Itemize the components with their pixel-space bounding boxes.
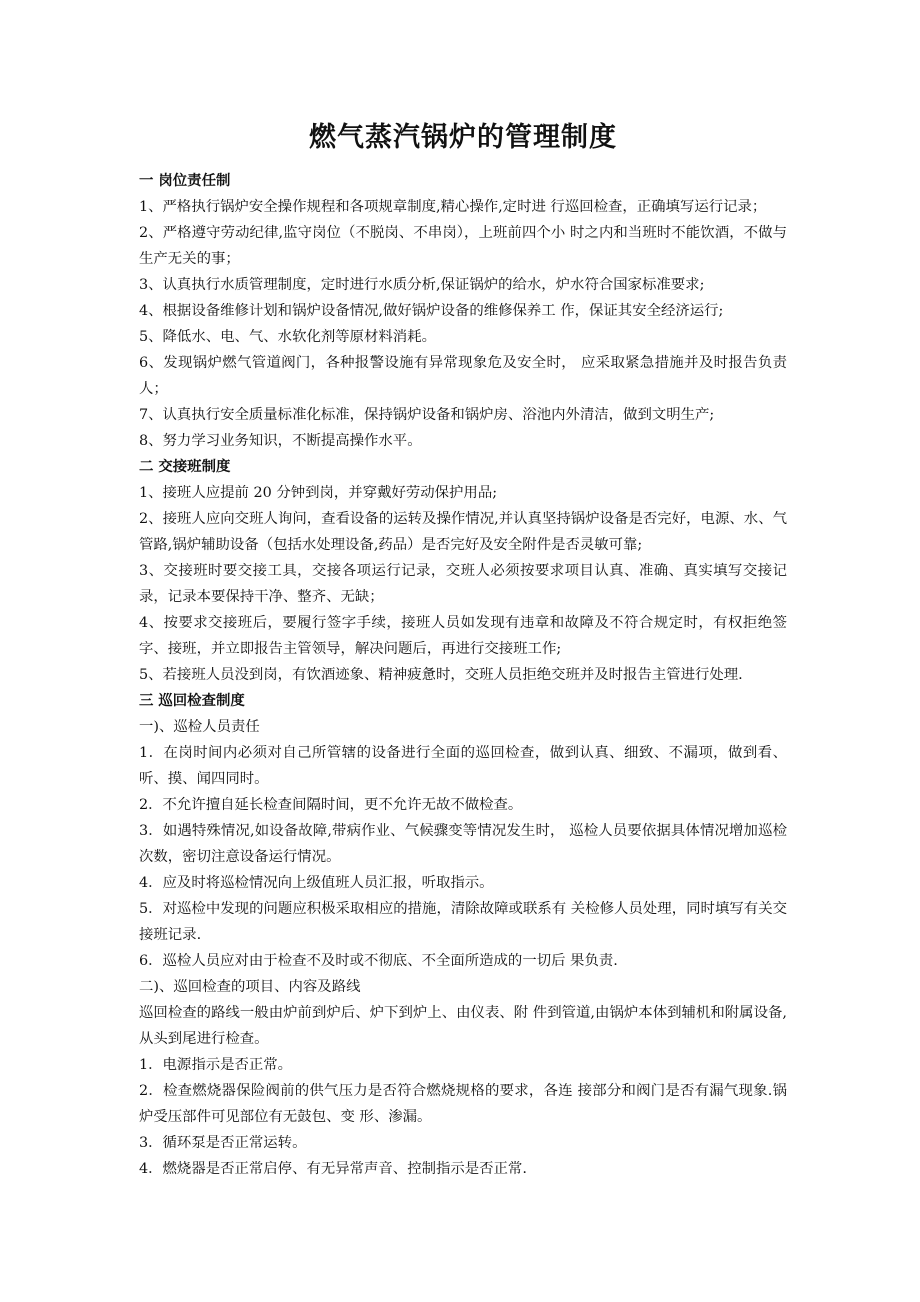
paragraph: 2、接班人应向交班人询问，查看设备的运转及操作情况,并认真坚持锅炉设备是否完好，电源、水、气管路,锅炉辅助设备（包括水处理设备,药品）是否完好及安全附件是否灵敏可靠; xyxy=(139,511,787,553)
paragraph: 5、降低水、电、气、水软化剂等原材料消耗。 xyxy=(139,329,436,345)
section-heading: 一 岗位责任制 xyxy=(139,173,231,189)
section-patrol-inspection xyxy=(139,688,787,1182)
paragraph: 4．燃烧器是否正常启停、有无异常声音、控制指示是否正常. xyxy=(139,1161,527,1177)
paragraph: 3、认真执行水质管理制度，定时进行水质分析,保证锅炉的给水，炉水符合国家标准要求; xyxy=(139,277,705,293)
paragraph: 2、严格遵守劳动纪律,监守岗位（不脱岗、不串岗），上班前四个小 时之内和当班时不能饮酒，不做与生产无关的事； xyxy=(139,225,787,267)
section-heading: 二 交接班制度 xyxy=(139,459,231,475)
paragraph: 3．循环泵是否正常运转。 xyxy=(139,1135,307,1151)
subsection-heading: 一)、巡检人员责任 xyxy=(139,719,260,735)
paragraph: 5、若接班人员没到岗，有饮酒迹象、精神疲惫时，交班人员拒绝交班并及时报告主管进行处理. xyxy=(139,667,743,683)
section-heading: 三 巡回检查制度 xyxy=(139,693,245,709)
paragraph: 巡回检查的路线一般由炉前到炉后、炉下到炉上、由仪表、附 件到管道,由锅炉本体到辅机和附属设备,从头到尾进行检查。 xyxy=(139,1005,787,1047)
paragraph: 4．应及时将巡检情况向上级值班人员汇报，听取指示。 xyxy=(139,875,494,891)
subsection-heading: 二)、巡回检查的项目、内容及路线 xyxy=(139,979,361,995)
paragraph: 1、严格执行锅炉安全操作规程和各项规章制度,精心操作,定时进 行巡回检查，正确填写运行记录； xyxy=(139,199,767,215)
section-job-responsibility xyxy=(139,168,787,454)
paragraph: 1、接班人应提前 20 分钟到岗，并穿戴好劳动保护用品; xyxy=(139,485,498,501)
paragraph: 1．电源指示是否正常。 xyxy=(139,1057,293,1073)
document-body xyxy=(139,118,787,1182)
paragraph: 5．对巡检中发现的问题应积极采取相应的措施，清除故障或联系有 关检修人员处理，同时填写有关交接班记录. xyxy=(139,901,787,943)
paragraph: 6、发现锅炉燃气管道阀门，各种报警设施有异常现象危及安全时， 应采取紧急措施并及时报告负责人； xyxy=(139,355,787,397)
paragraph: 4、根据设备维修计划和锅炉设备情况,做好锅炉设备的维修保养工 作，保证其安全经济运行; xyxy=(139,303,724,319)
paragraph: 4、按要求交接班后，要履行签字手续，接班人员如发现有违章和故障及不符合规定时，有权拒绝签字、接班，并立即报告主管领导，解决问题后，再进行交接班工作; xyxy=(139,615,787,657)
paragraph: 7、认真执行安全质量标准化标准，保持锅炉设备和锅炉房、浴池内外清洁，做到文明生产; xyxy=(139,407,715,423)
paragraph: 8、努力学习业务知识，不断提高操作水平。 xyxy=(139,433,422,449)
section-shift-handover xyxy=(139,454,787,688)
page-title: 燃气蒸汽锅炉的管理制度 xyxy=(309,122,617,153)
paragraph: 1．在岗时间内必须对自己所管辖的设备进行全面的巡回检查，做到认真、细致、不漏项，做到看、听、摸、闻四同时。 xyxy=(139,745,787,787)
paragraph: 3、交接班时要交接工具，交接各项运行记录，交班人必须按要求项目认真、准确、真实填写交接记录，记录本要保持干净、整齐、无缺； xyxy=(139,563,787,605)
paragraph: 3．如遇特殊情况,如设备故障,带病作业、气候骤变等情况发生时， 巡检人员要依据具体情况增加巡检次数，密切注意设备运行情况。 xyxy=(139,823,787,865)
paragraph: 6．巡检人员应对由于检查不及时或不彻底、不全面所造成的一切后 果负责. xyxy=(139,953,618,969)
paragraph: 2．不允许擅自延长检查间隔时间，更不允许无故不做检查。 xyxy=(139,797,523,813)
paragraph: 2．检查燃烧器保险阀前的供气压力是否符合燃烧规格的要求，各连 接部分和阀门是否有漏气现象.锅炉受压部件可见部位有无鼓包、变 形、渗漏。 xyxy=(139,1083,787,1125)
